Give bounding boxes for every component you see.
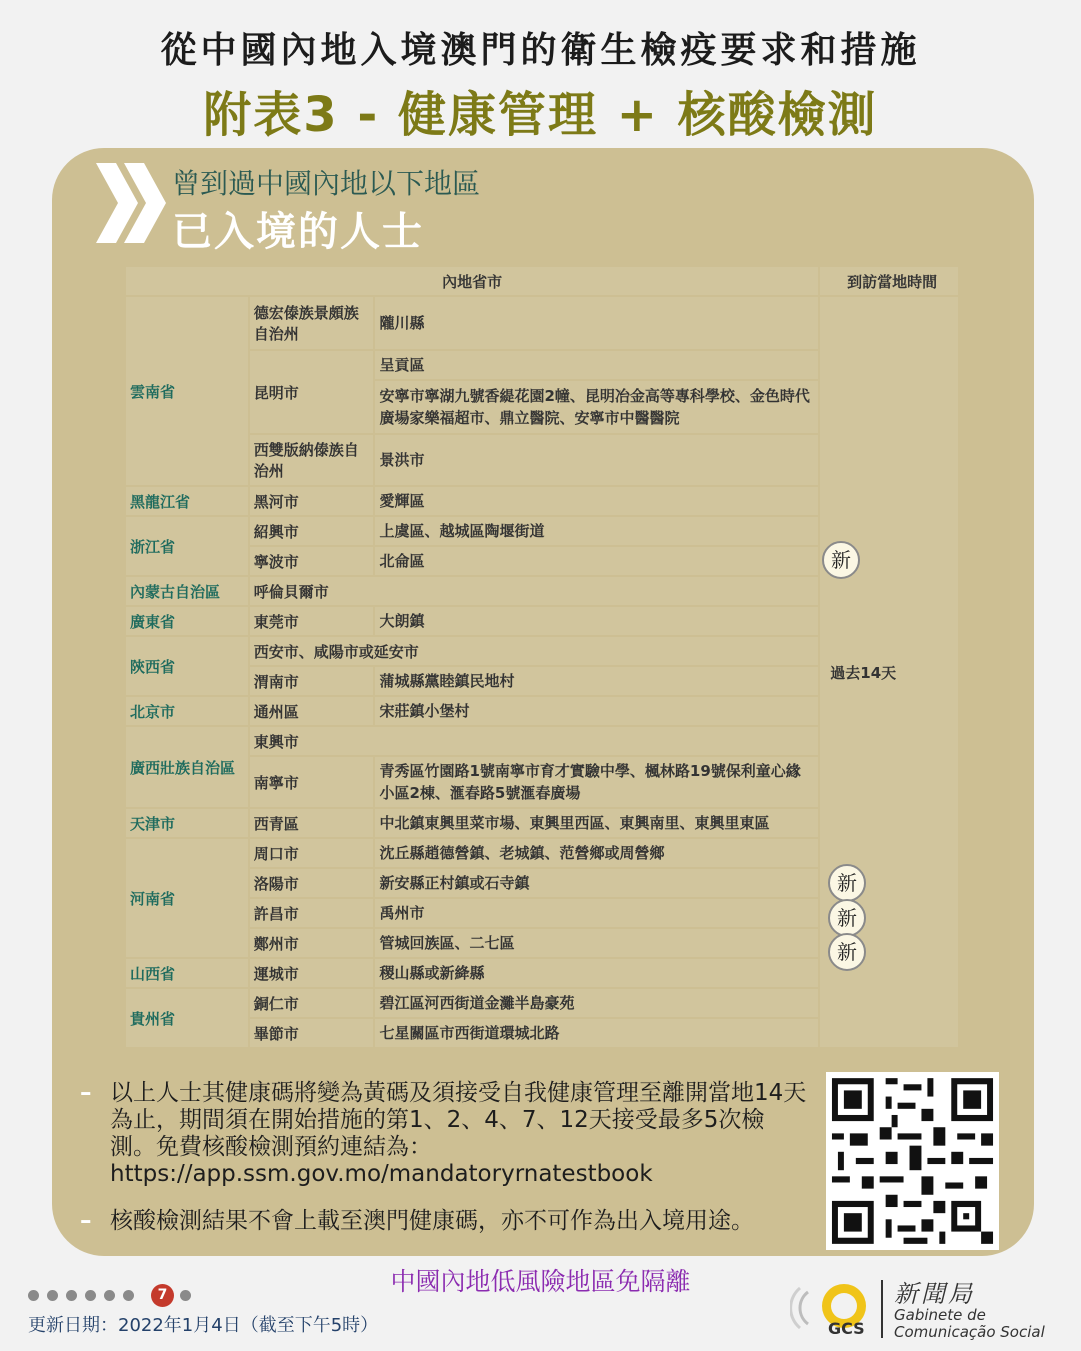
dash-bullet: –	[80, 1080, 92, 1106]
district-cell: 愛輝區	[375, 487, 818, 515]
district-cell: 禹州市	[375, 899, 818, 927]
logo-abbr: GCS	[828, 1319, 865, 1338]
table-row	[126, 297, 958, 349]
city-cell: 紹興市	[250, 517, 374, 545]
new-badge: 新	[828, 933, 866, 971]
new-badge: 新	[828, 899, 866, 937]
city-cell: 鄭州市	[250, 929, 374, 957]
district-cell: 呈貢區	[375, 351, 818, 379]
province-cell: 北京市	[126, 697, 248, 725]
province-cell: 雲南省	[126, 297, 248, 485]
province-cell: 黑龍江省	[126, 487, 248, 515]
city-cell: 許昌市	[250, 899, 374, 927]
section-subtitle: 曾到過中國內地以下地區	[172, 167, 481, 200]
province-cell: 浙江省	[126, 517, 248, 575]
page-dot[interactable]	[85, 1290, 96, 1301]
city-cell: 南寧市	[250, 757, 374, 807]
page-dot-current[interactable]: 7	[151, 1284, 174, 1307]
page-dot[interactable]	[28, 1290, 39, 1301]
province-cell: 廣西壯族自治區	[126, 727, 248, 807]
page-dot[interactable]	[180, 1290, 191, 1301]
low-risk-link[interactable]: 中國內地低風險地區免隔離	[390, 1267, 691, 1296]
district-cell: 北侖區	[375, 547, 818, 575]
district-cell: 稷山縣或新絳縣	[375, 959, 818, 987]
logo-portuguese-2: Comunicação Social	[894, 1323, 1045, 1341]
city-cell: 西青區	[250, 809, 374, 837]
new-badge: 新	[828, 864, 866, 902]
district-cell: 安寧市寧湖九號香緹花園2幢、昆明冶金高等專科學校、金色時代廣場家樂福超市、鼎立醫院、安寧市中醫醫院	[375, 381, 818, 433]
table-header-row	[126, 267, 958, 295]
page-dot[interactable]	[47, 1290, 58, 1301]
gcs-logo	[790, 1272, 1060, 1344]
province-cell: 廣東省	[126, 607, 248, 635]
district-cell: 大朗鎮	[375, 607, 818, 635]
city-cell: 畢節市	[250, 1019, 374, 1047]
province-cell: 山西省	[126, 959, 248, 987]
city-cell: 德宏傣族景頗族自治州	[250, 297, 374, 349]
province-cell: 河南省	[126, 839, 248, 957]
district-cell: 七星關區市西街道環城北路	[375, 1019, 818, 1047]
city-cell: 呼倫貝爾市	[250, 577, 819, 605]
district-cell: 宋莊鎮小堡村	[375, 697, 818, 725]
header-region: 內地省市	[126, 267, 818, 295]
time-cell: 過去14天	[820, 297, 958, 1047]
city-cell: 銅仁市	[250, 989, 374, 1017]
district-cell: 上虞區、越城區陶堰街道	[375, 517, 818, 545]
district-cell: 沈丘縣趙德營鎮、老城鎮、范營鄉或周營鄉	[375, 839, 818, 867]
district-cell: 青秀區竹園路1號南寧市育才實驗中學、楓林路19號保利童心緣小區2棟、滙春路5號滙春廣場	[375, 757, 818, 807]
city-cell: 西雙版納傣族自治州	[250, 435, 374, 485]
city-cell: 渭南市	[250, 667, 374, 695]
logo-chinese: 新聞局	[894, 1280, 975, 1308]
city-cell: 西安市、咸陽市或延安市	[250, 637, 819, 665]
district-cell: 新安縣正村鎮或石寺鎮	[375, 869, 818, 897]
page-dot[interactable]	[104, 1290, 115, 1301]
qr-code-icon[interactable]	[826, 1072, 999, 1250]
city-cell: 洛陽市	[250, 869, 374, 897]
city-cell: 東興市	[250, 727, 819, 755]
dash-bullet: –	[80, 1208, 92, 1234]
district-cell: 中北鎮東興里菜市場、東興里西區、東興南里、東興里東區	[375, 809, 818, 837]
district-cell: 景洪市	[375, 435, 818, 485]
city-cell: 昆明市	[250, 351, 374, 433]
city-cell: 寧波市	[250, 547, 374, 575]
note-text: 以上人士其健康碼將變為黃碼及須接受自我健康管理至離開當地14天為止，期間須在開始措施的第1、2、4、7、12天接受最多5次檢測。免費核酸檢測預約連結為：	[110, 1080, 807, 1160]
logo-portuguese-1: Gabinete de	[894, 1306, 986, 1324]
district-cell: 管城回族區、二七區	[375, 929, 818, 957]
city-cell: 周口市	[250, 839, 374, 867]
city-cell: 黑河市	[250, 487, 374, 515]
province-cell: 天津市	[126, 809, 248, 837]
province-cell: 貴州省	[126, 989, 248, 1047]
page-dot[interactable]	[123, 1290, 134, 1301]
booking-link[interactable]: https://app.ssm.gov.mo/mandatoryrnatestbook	[110, 1161, 653, 1187]
section-title: 已入境的人士	[172, 209, 424, 255]
page-subtitle: 附表3 - 健康管理 + 核酸檢測	[203, 87, 878, 143]
city-cell: 東莞市	[250, 607, 374, 635]
page-title: 從中國內地入境澳門的衛生檢疫要求和措施	[160, 30, 921, 71]
city-cell: 通州區	[250, 697, 374, 725]
district-cell: 隴川縣	[375, 297, 818, 349]
gcs-logo-icon	[790, 1272, 890, 1344]
chevron-right-double-icon	[96, 163, 166, 243]
note-text: 核酸檢測結果不會上載至澳門健康碼，亦不可作為出入境用途。	[110, 1208, 754, 1234]
district-cell: 蒲城縣黨睦鎮民地村	[375, 667, 818, 695]
new-badge: 新	[822, 541, 860, 579]
page-dot[interactable]	[66, 1290, 77, 1301]
header-time: 到訪當地時間	[820, 267, 958, 295]
district-cell: 碧江區河西街道金灘半島豪苑	[375, 989, 818, 1017]
city-cell: 運城市	[250, 959, 374, 987]
province-cell: 內蒙古自治區	[126, 577, 248, 605]
province-cell: 陝西省	[126, 637, 248, 695]
update-date: 更新日期：2022年1月4日（截至下午5時）	[28, 1315, 379, 1336]
